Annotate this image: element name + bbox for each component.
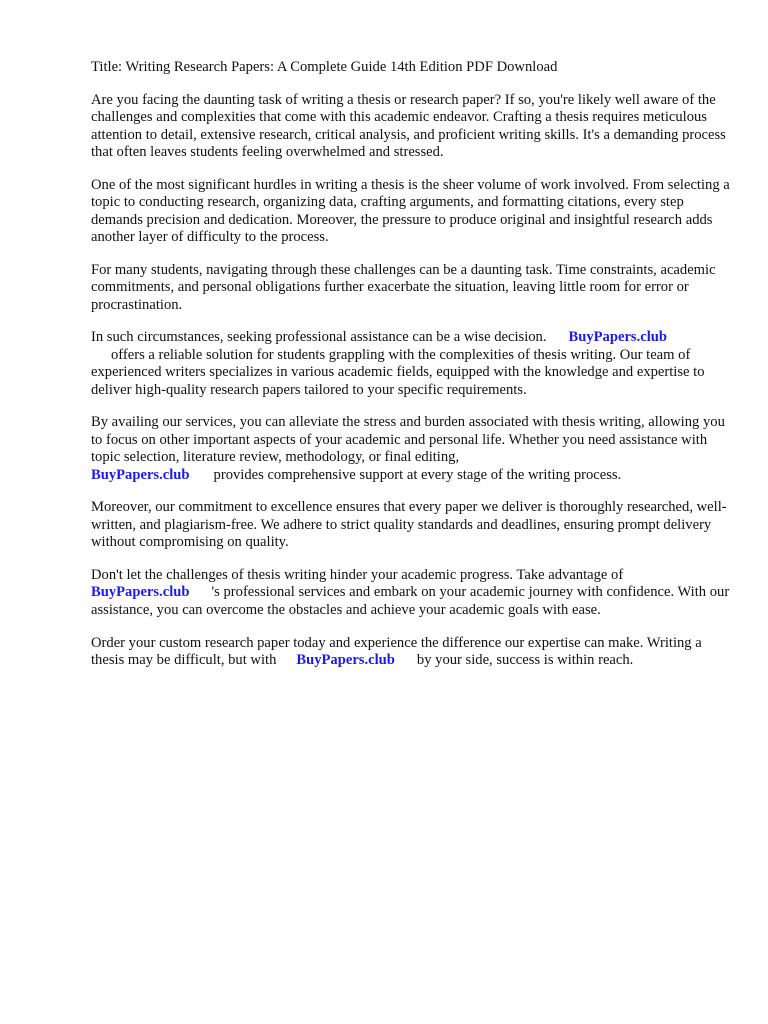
paragraph-6: Moreover, our commitment to excellence ensures that every paper we deliver is thoroughly researched, well-written, and plagiarism-free. We adhere to strict quality standards and deadlines, ensuring prompt delivery without compromising on quality. (91, 499, 727, 551)
paragraph-2: One of the most significant hurdles in writing a thesis is the sheer volume of work involved. From selecting a topic to conducting research, organizing data, crafting arguments, and formatting citations, every step demands precision and dedication. Moreover, the pressure to produce original and insightful research adds another layer of difficulty to the process. (91, 176, 730, 246)
paragraph-4-text-before: In such circumstances, seeking professional assistance can be a wise decision. (91, 329, 547, 346)
buypapers-link-3[interactable]: BuyPapers.club (91, 584, 190, 601)
document-page (91, 59, 731, 685)
buypapers-link-2[interactable]: BuyPapers.club (91, 466, 190, 483)
paragraph-5-text-after: provides comprehensive support at every stage of the writing process. (213, 466, 622, 483)
paragraph-7 (91, 567, 731, 619)
buypapers-link-1[interactable]: BuyPapers.club (568, 329, 668, 346)
paragraph-7-text-after: 's professional services and embark on your academic journey with confidence. With our assistance, you can overcome the obstacles and achieve your academic goals with ease. (91, 584, 730, 618)
paragraph-4-text-after: offers a reliable solution for students grappling with the complexities of thesis writing. Our team of experienced writers specializes in various academic fields, equipped with the knowledge and expertise to deliver high-quality research papers tailored to your specific requirements. (91, 346, 705, 398)
paragraph-8-text-after: by your side, success is within reach. (416, 652, 634, 669)
paragraph-7-text-before: Don't let the challenges of thesis writing hinder your academic progress. Take advantage of (91, 567, 624, 584)
paragraph-8-text-before: Order your custom research paper today and experience the difference our expertise can make. Writing a thesis may be difficult, but with (91, 634, 702, 669)
paragraph-8 (91, 635, 731, 670)
paragraph-3: For many students, navigating through these challenges can be a daunting task. Time constraints, academic commitments, and personal obligations further exacerbate the situation, leaving little room for error or procrastination. (91, 261, 716, 313)
paragraph-5-text-before: By availing our services, you can alleviate the stress and burden associated with thesis writing, allowing you to focus on other important aspects of your academic and personal life. Whether you need assistance with topic selection, literature review, methodology, or final editing, (91, 414, 725, 466)
document-title: Title: Writing Research Papers: A Complete Guide 14th Edition PDF Download (91, 59, 558, 75)
paragraph-4 (91, 329, 731, 399)
paragraph-5 (91, 414, 731, 484)
paragraph-1: Are you facing the daunting task of writing a thesis or research paper? If so, you're likely well aware of the challenges and complexities that come with this academic endeavor. Crafting a thesis requires meticulous attention to detail, extensive research, critical analysis, and proficient writing skills. It's a demanding process that often leaves students feeling overwhelmed and stressed. (91, 91, 726, 161)
buypapers-link-4[interactable]: BuyPapers.club (296, 652, 395, 669)
